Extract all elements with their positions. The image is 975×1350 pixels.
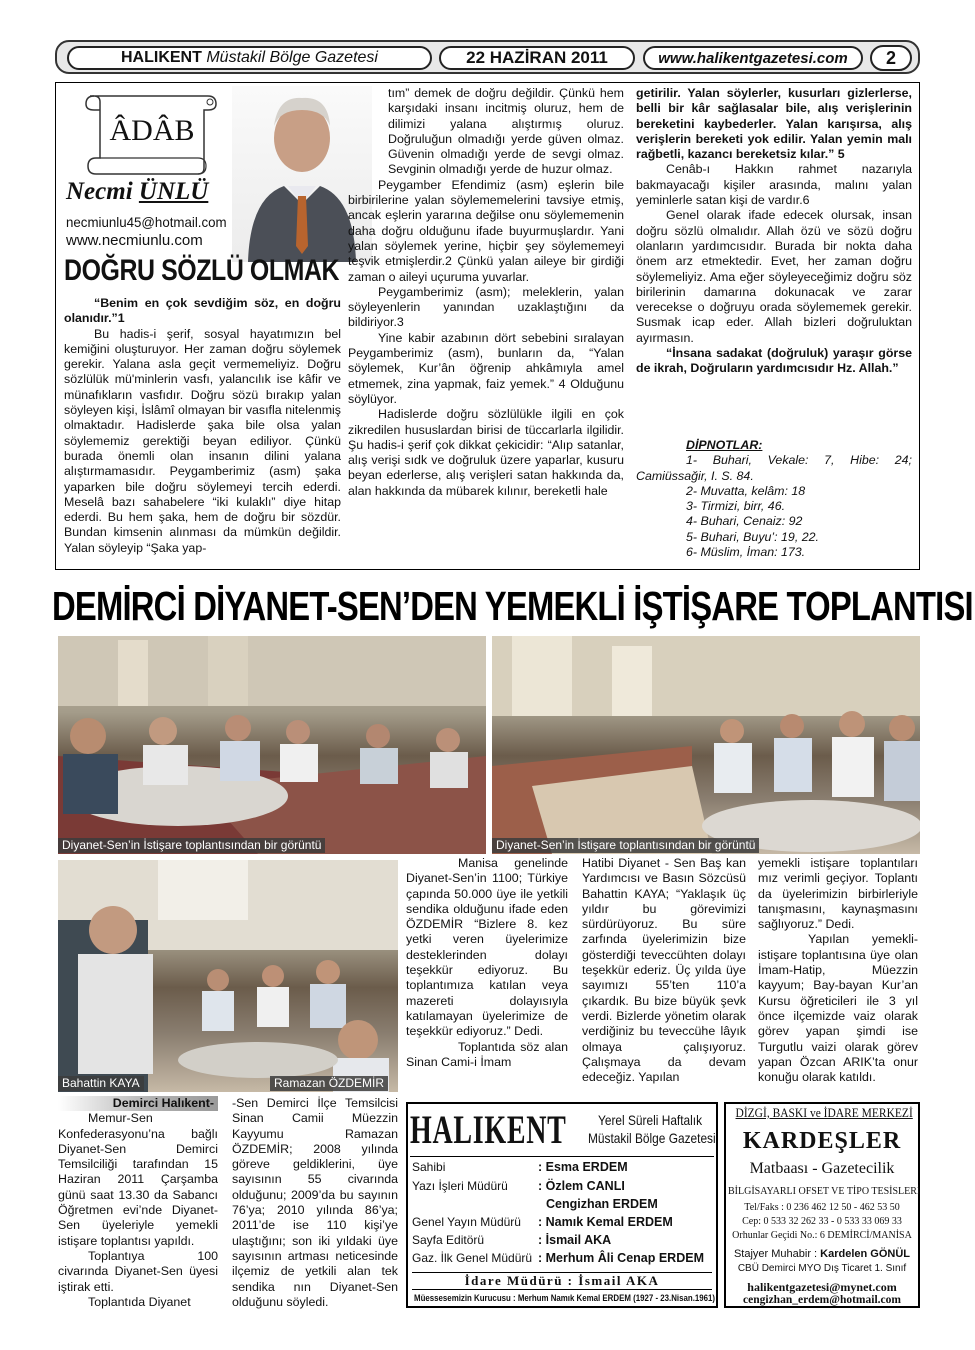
column-text-2	[348, 86, 624, 568]
masthead-tagline-1: Yerel Süreli Haftalık	[598, 1112, 703, 1128]
staff-label: Sahibi	[412, 1160, 446, 1174]
closing-quote: “İnsana sadakat (doğruluk) yaraşır görse de ikrah, Doğruların yardımcısıdır Hz. Allah.”	[636, 346, 912, 376]
staff-value: : Namık Kemal ERDEM	[538, 1215, 673, 1229]
footnote: 2- Muvatta, kelâm: 18	[686, 483, 806, 498]
staff-value: : Esma ERDEM	[538, 1160, 628, 1174]
paper-name: HALIKENT	[121, 49, 202, 66]
footnote: 6- Müslim, İman: 173.	[686, 545, 806, 560]
issue-date: 22 HAZİRAN 2011	[466, 48, 608, 67]
author-name	[66, 178, 266, 206]
paper-name-pill	[67, 46, 432, 70]
paper-website[interactable]: www.halikentgazetesi.com	[658, 49, 848, 67]
staff-label: Genel Yayın Müdürü	[412, 1215, 521, 1229]
paragraph: Yine kabir azabının dört sebebini sıralayan Peygamberimiz (asm), bunların da, “Yalan söylemek, Kur’ân öğrenip ahkâmıyla amel etmemek, zina yapmak, faiz yemek.” 4 Olduğunu söylüyor.	[348, 330, 624, 406]
footnote: 3- Tirmizi, birr, 46.	[686, 499, 786, 514]
printer-name: KARDEŞLER	[742, 1128, 902, 1154]
staff-value: : Özlem CANLI	[538, 1179, 625, 1193]
footnote: 4- Buhari, Cenaiz: 92	[686, 514, 803, 529]
footnote: 1- Buhari, Vekale: 7, Hibe: 24; Camiüssağir, I. S. 84.	[636, 453, 912, 483]
paragraph: Manisa genelinde Diyanet-Sen’in 1100; Türkiye çapında 50.000 üye ile yetkili sendika olduğunu ifade eden ÖZDEMİR “Bizlere 8. kez yetki veren üyelerimize desteklerinden dolayı teşekkür ediyoruz. Bu toplantımıza katılan veya mazereti dolayısıyla katılamayan üyelerimize de teşekkür ediyoruz.” Dedi.	[406, 856, 568, 1039]
intern-school: CBÜ Demirci MYO Dış Ticaret 1. Sınıf	[737, 1263, 907, 1274]
footnote: 5- Buhari, Buyu’: 19, 22.	[686, 529, 819, 544]
printer-email-2[interactable]: cengizhan_erdem@hotmail.com	[743, 1294, 901, 1306]
staff-value: : İsmail AKA	[538, 1233, 612, 1247]
column-title: DOĞRU SÖZLÜ OLMAK	[64, 254, 340, 287]
paragraph: Toplantıda söz alan Sinan Cami-i İmam	[406, 1039, 568, 1069]
news-kicker: Demirci Halıkent-	[58, 1096, 218, 1111]
page-number-pill	[870, 45, 912, 71]
footnotes	[636, 438, 912, 568]
printer-subtitle: Matbaası - Gazetecilik	[749, 1160, 895, 1177]
printer-email-1[interactable]: halikentgazetesi@mynet.com	[747, 1280, 897, 1294]
paragraph: yemekli istişare toplantıları mız verimli geçiyor. Toplantı da üyelerimizin birbirleriyle tanışmasını, kaynaşmasını sağlıyoruz.” Dedi.	[758, 856, 918, 932]
meeting-photo-right	[492, 636, 920, 854]
paragraph: Toplantıya 100 civarında Diyanet-Sen üyesi iştirak etti.	[58, 1248, 218, 1294]
paragraph: Bu hadis-i şerif, sosyal hayatımızın bel kemiğini oluşturuyor. Her zaman doğru söylemek gerekir. Yalana asla geçit vermemeliyiz. Doğru sözlülük mü'minlerin vasfı, yalancılık ise kâfir ve münafıkların vasfıdır. Doğru sözü bırakıp yalan söyleyen kişi, İslâmî olmayan bir vasıfla nitelenmiş olmaktadır. Hadislerde şaka bile olsa yalan söylememiz gerektiği beyan ediliyor. Çünkü burada önemli olan insanın dilini yalana alıştırmamasıdır. Peygamberimiz (asm) şaka yaparken bile doğru söylemeyi tercih ederdi. Meselâ bazı sahabelere “iki kulaklı” diye hitap ederdi. Bu hem şaka, hem de doğru bir sözdür. Bundan kimsenin alınması da mümkün değildir. Yalan söyleyip “Şaka yap-	[64, 326, 341, 555]
masthead-staff	[412, 1160, 716, 1270]
page-number: 2	[885, 47, 896, 68]
paragraph: tım” demek de doğru değildir. Çünkü hem karşıdaki insanı incitmiş oluruz, hem de dilimizi yalana alıştırmış oluruz. Doğruluğun olmadığı yerde güven olmaz. Güvenin olmadığı yerde de sevgi olmaz. Sevginin olmadığı yerde de huzur olmaz.	[388, 86, 624, 177]
scroll-label: ÂDÂB	[109, 114, 195, 147]
author-last-name: ÜNLÜ	[138, 178, 209, 205]
news-column-c	[406, 856, 568, 1096]
paragraph: -Sen Demirci İlçe Temsilcisi Sinan Camii Müezzin Kayyumu Ramazan ÖZDEMİR; 2008 yılında göreve geldiklerini, üye sayısının 55 civarında olduğunu; 2009’da bu sayının 76’ya; 2010 yılında 86’ya; 2011’de ise 110 kişi’ye ulaştığını; son iki yıldaki üye sayısının artması neticesinde ilçemiz de yetkili alan tek sendika nın Diyanet-Sen olduğunu söyledi.	[232, 1096, 398, 1309]
news-column-d	[582, 856, 746, 1096]
photo-label-left: Bahattin KAYA	[58, 1076, 144, 1091]
printer-header: DİZGİ, BASKI ve İDARE MERKEZİ	[735, 1106, 913, 1120]
photo-caption-right: Diyanet-Sen’in İstişare toplantısından bir görüntü	[492, 838, 759, 853]
news-column-b	[232, 1096, 398, 1336]
news-column-a	[58, 1096, 218, 1336]
paragraph: Hatibi Diyanet - Sen Baş kan Yardımcısı ve Basın Sözcüsü Bahattin KAYA; “Yaklaşık üç yıldır bu görevimizi sürdürüyoruz. Bu süre zarfında üyelerimizin bize gösterdiği teveccühten dolayı teşekkür ederiz. Üç yılda üye sayımızı 55’ten 110’a çıkardık. Bu bize büyük şevk verdi. Bizlerde yönetim olarak verdiğiniz bu teveccühe lâyık olmaya çalışıyoruz. Çalışmaya da devam edeceğiz. Yapılan	[582, 856, 746, 1085]
photo-label-right: Ramazan ÖZDEMİR	[270, 1076, 388, 1091]
founder-line: Müessesemizin Kurucusu : Merhum Namık Kemal ERDEM (1927 - 23.Nisan.1961)	[414, 1293, 716, 1304]
footnotes-title: DİPNOTLAR:	[686, 438, 763, 452]
column-text-3	[636, 86, 912, 446]
author-first-name: Necmi	[66, 178, 133, 205]
paragraph: Yapılan yemekli-istişare toplantısına üye olan İmam-Hatip, Müezzin kayyum; Bay-bayan Kur’an Kursu öğreticileri ile 3 yıl önce ilçemizde vaiz olarak görev yapan şimdi ise Turgutlu vaizi olarak görev yapan Özcan ARIK’ta onur konuğu olarak katıldı.	[758, 932, 918, 1085]
manager-bar: İdare Müdürü : İsmail AKA	[412, 1272, 712, 1290]
scroll-icon	[80, 88, 220, 178]
paragraph: Memur-Sen Konfederasyonu’na bağlı Diyanet-Sen Demirci Temsilciliği tarafından 15 Haziran 2011 Çarşamba günü saat 13.30 da Sabancı Öğretmen evi’nde Diyanet-Sen üyeleriyle yemekli istişare toplantısı yapıldı.	[58, 1111, 218, 1248]
column-text-1	[64, 296, 341, 566]
page-header	[55, 40, 920, 76]
masthead-title: HALIKENT	[410, 1107, 567, 1152]
news-headline: DEMİRCİ DİYANET-SEN’DEN YEMEKLİ İŞTİŞARE TOPLANTISI	[52, 583, 973, 629]
paragraph: getirilir. Yalan söylerler, kusurları gizlerlerse, belli bir kâr sağlasalar bile, alış verişlerinin bereketini kaybederler. Yalan karışırsa, alış verişlerin bereketi yok edilir. Yalan yemin malı rağbetli, kazancı bereketsiz kılar.” 5	[636, 86, 912, 162]
speaker-photo	[58, 860, 398, 1092]
printer-telfax: Tel/Faks : 0 236 462 12 50 - 462 53 50	[744, 1202, 900, 1213]
paper-subtitle: Müstakil Bölge Gazetesi	[206, 49, 378, 66]
printer-cep: Cep: 0 533 32 262 33 - 0 533 33 069 33	[742, 1216, 902, 1227]
staff-value: : Merhum Âli Cenap ERDEM	[538, 1251, 704, 1265]
staff-label: Yazı İşleri Müdürü	[412, 1179, 508, 1193]
author-email[interactable]: necmiunlu45@hotmail.com	[66, 214, 227, 230]
masthead-tagline-2: Müstakil Bölge Gazetesi	[588, 1130, 716, 1146]
staff-label: Sayfa Editörü	[412, 1233, 485, 1247]
paragraph: Peygamber Efendimiz (asm) eşlerin bile birbirilerine yalan söylememelerini tavsiye etmiş, ancak eşlerin yararına değilse onu söylememenin daha doğru olduğunu ifade buyurmuşlardır. Yani yalan söylemek yerine, hiçbir şey söylememeyi teşvik etmişlerdir.2 Çünkü yalan aileye bir girdiği zaman o aileyi uçuruma yuvarlar.	[348, 177, 624, 284]
staff-label: Gaz. İlk Genel Müdürü	[412, 1251, 533, 1265]
paragraph: Cenâb-ı Hakkın rahmet nazarıyla bakmayacağı kişiler arasında, malını yalan yeminlerle satan kişi de vardır.6	[636, 162, 912, 208]
photo-caption-left: Diyanet-Sen’in İstişare toplantısından bir görüntü	[58, 838, 325, 853]
paragraph: Genel olarak ifade edecek olursak, insan doğru sözlü olmalıdır. Allah özü ve sözü doğru olanların yardımcısıdır. Burada bir nokta daha önem arz etmektedir. Evet, her zaman doğru söylemeliyiz. Ama eğer söyleyeceğimiz doğru söz birilerinin damarına dokunacak ve zarar verecekse o doğruyu orada söylememek gerekir. Susmak icap eder. Allah bizleri doğruluktan ayırmasın.	[636, 208, 912, 345]
printer-address: Orhunlar Geçidi No.: 6 DEMİRCİ/MANİSA	[732, 1230, 912, 1241]
paragraph: Hadislerde doğru sözlülükle ilgili en çok zikredilen hususlardan birisi de tüccarlarla ilgilidir. Şu hadis-i şerif çok dikkat çekicidir: “Alıp satanlar, alış verişi sıdk ve doğruluk üzere yaparlar, kusuru beyan ederlerse, alış verişleri satan hakkında da, alan hakkında da mübarek kılınır, bereketli hale	[348, 407, 624, 498]
paragraph: Toplantıda Diyanet	[88, 1294, 191, 1309]
paragraph: Peygamberimiz (asm); meleklerin, yalan söyleyenlerin yanından uzaklaştığını da bildiriyor.3	[348, 284, 624, 330]
news-column-e	[758, 856, 918, 1096]
meeting-photo-left	[58, 636, 486, 854]
date-pill	[439, 46, 635, 70]
intern-line: Stajyer Muhabir : Kardelen GÖNÜL	[733, 1248, 911, 1260]
website-pill	[643, 46, 863, 70]
opening-quote: “Benim en çok sevdiğim söz, en doğru olanıdır.”1	[64, 296, 341, 326]
printer-services: BİLGİSAYARLI OFSET VE TİPO TESİSLERİ	[728, 1186, 921, 1197]
staff-value: Cengizhan ERDEM	[546, 1197, 658, 1211]
author-website[interactable]: www.necmiunlu.com	[66, 232, 203, 249]
